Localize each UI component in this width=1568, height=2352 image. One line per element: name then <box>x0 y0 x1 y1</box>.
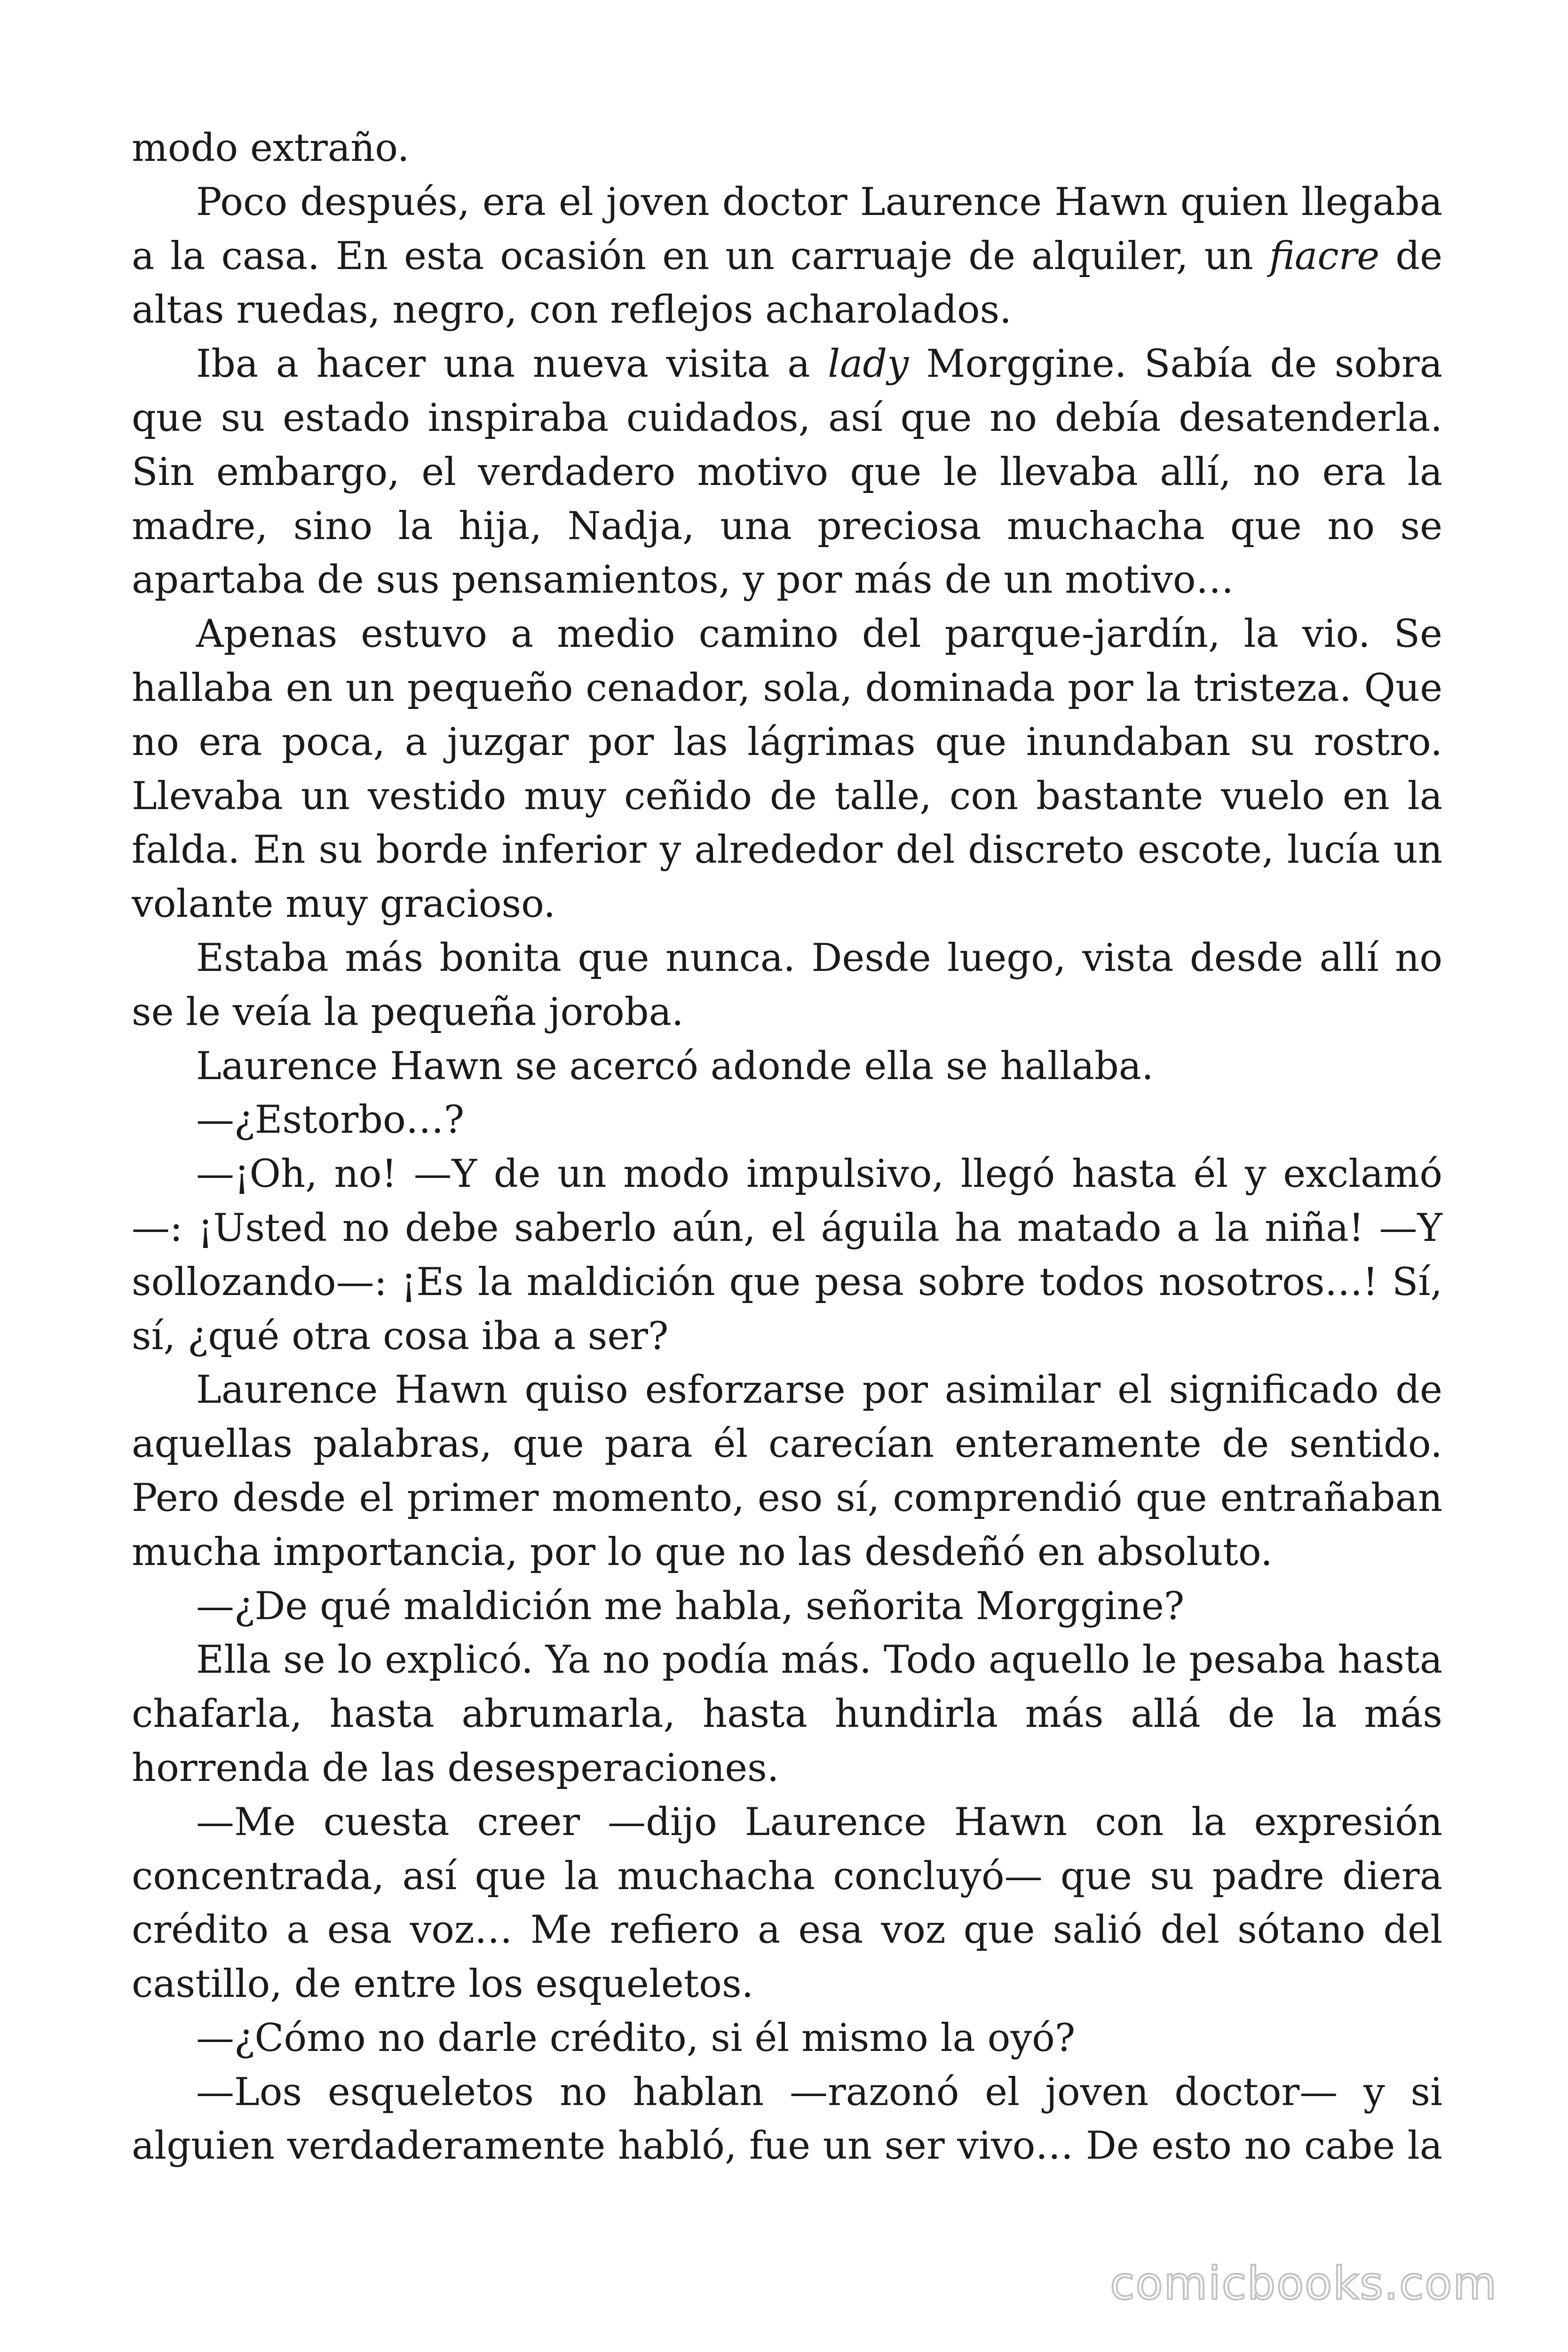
paragraph: Apenas estuvo a medio camino del parque-jardín, la vio. Se hallaba en un pequeño cenador, sola, dominada por la tristeza. Que no era poca, a juzgar por las lágrimas que inundaban su rostro. Llevaba un vestido muy ceñido de talle, con bastante vuelo en la falda. En su borde inferior y alrededor del discreto escote, lucía un volante muy gracioso. <box>132 612 1442 927</box>
paragraph: —¿Cómo no darle crédito, si él mismo la oyó? <box>196 2016 1076 2060</box>
paragraph: Estaba más bonita que nunca. Desde luego, vista desde allí no se le veía la pequeña joroba. <box>132 936 1442 1034</box>
paragraph: —Me cuesta creer —dijo Laurence Hawn con la expresión concentrada, así que la muchacha concluyó— que su padre diera crédito a esa voz… Me refiero a esa voz que salió del sótano del castillo, de entre los esqueletos. <box>132 1800 1442 2007</box>
book-page-text <box>132 121 1442 2173</box>
paragraph: Iba a hacer una nueva visita a lady Morggine. Sabía de sobra que su estado inspiraba cuidados, así que no debía desatenderla. Sin embargo, el verdadero motivo que le llevaba allí, no era la madre, sino la hija, Nadja, una preciosa muchacha que no se apartaba de sus pensamientos, y por más de un motivo… <box>132 342 1442 603</box>
paragraph: Ella se lo explicó. Ya no podía más. Todo aquello le pesaba hasta chafarla, hasta abrumarla, hasta hundirla más allá de la más horrenda de las desesperaciones. <box>132 1638 1442 1790</box>
paragraph: Laurence Hawn quiso esforzarse por asimilar el significado de aquellas palabras, que para él carecían enteramente de sentido. Pero desde el primer momento, eso sí, comprendió que entrañaban mucha importancia, por lo que no las desdeñó en absoluto. <box>132 1368 1442 1574</box>
paragraph: —¡Oh, no! —Y de un modo impulsivo, llegó hasta él y exclamó —: ¡Usted no debe saberlo aún, el águila ha matado a la niña! —Y sollozando—: ¡Es la maldición que pesa sobre todos nosotros…! Sí, sí, ¿qué otra cosa iba a ser? <box>132 1152 1442 1359</box>
paragraph: modo extraño. <box>132 126 410 170</box>
watermark: comicbooks.com <box>1110 2258 1497 2310</box>
paragraph: Poco después, era el joven doctor Laurence Hawn quien llegaba a la casa. En esta ocasión en un carruaje de alquiler, un fiacre de altas ruedas, negro, con reflejos acharolados. <box>132 180 1443 333</box>
paragraph: Laurence Hawn se acercó adonde ella se hallaba. <box>196 1044 1154 1089</box>
paragraph: —¿De qué maldición me habla, señorita Morggine? <box>196 1584 1185 1629</box>
paragraph: —Los esqueletos no hablan —razonó el joven doctor— y si alguien verdaderamente habló, fue un ser vivo… De esto no cabe la <box>132 2070 1442 2169</box>
paragraph: —¿Estorbo…? <box>196 1098 465 1143</box>
